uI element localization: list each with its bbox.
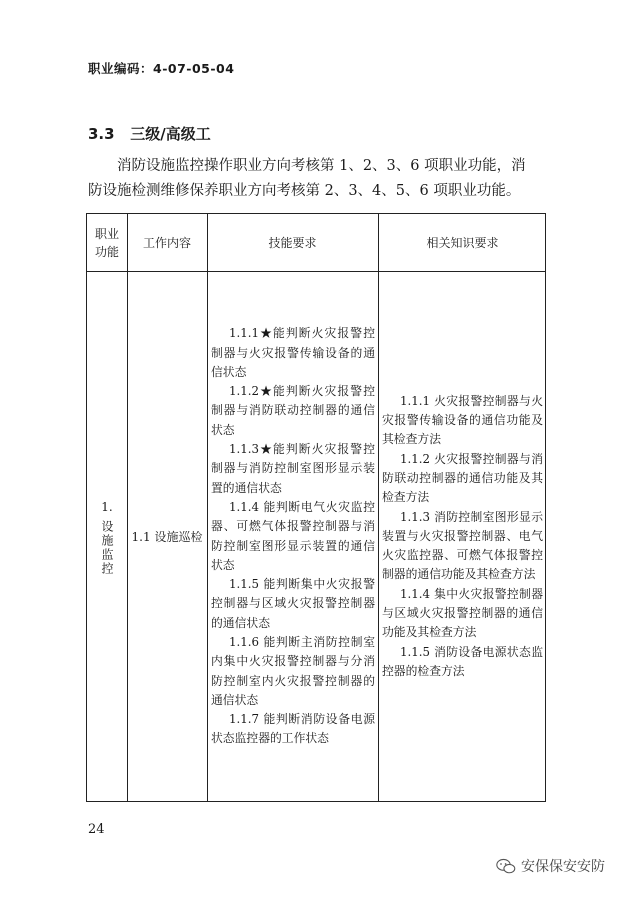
section-title: 三级/高级工 bbox=[130, 125, 211, 143]
function-cell bbox=[87, 272, 127, 801]
knowledge-requirement-item: 1.1.5 消防设备电源状态监控器的检查方法 bbox=[382, 644, 543, 678]
skill-requirement-item: 1.1.7 能判断消防设备电源状态监控器的工作状态 bbox=[211, 712, 375, 746]
knowledge-requirement-item: 1.1.1 火灾报警控制器与火灾报警传输设备的通信功能及其检查方法 bbox=[382, 393, 543, 447]
skills-cell bbox=[211, 272, 375, 801]
section-heading bbox=[88, 123, 211, 144]
wechat-icon bbox=[496, 858, 516, 875]
skill-requirement-item: 1.1.1★能判断火灾报警控制器与火灾报警传输设备的通信状态 bbox=[211, 326, 375, 379]
header-function: 职业 功能 bbox=[94, 227, 119, 259]
header-knowledge-requirements: 相关知识要求 bbox=[426, 236, 499, 250]
section-number: 3.3 bbox=[88, 125, 115, 143]
skill-requirement-item: 1.1.4 能判断电气火灾监控器、可燃气体报警控制器与消防控制室图形显示装置的通信状态 bbox=[211, 499, 375, 572]
header-work-content: 工作内容 bbox=[142, 236, 191, 250]
function-number: 1. bbox=[101, 499, 113, 514]
skills-table bbox=[86, 213, 546, 802]
page-number: 24 bbox=[88, 822, 105, 837]
knowledge-requirement-item: 1.1.2 火灾报警控制器与消防联动控制器的通信功能及其检查方法 bbox=[382, 451, 543, 505]
knowledge-requirement-item: 1.1.3 消防控制室图形显示装置与火灾报警控制器、电气火灾监控器、可燃气体报警控制器的通信功能及其检查方法 bbox=[382, 509, 543, 582]
intro-paragraph bbox=[88, 154, 558, 204]
skill-requirement-item: 1.1.5 能判断集中火灾报警控制器与区域火灾报警控制器的通信状态 bbox=[211, 577, 375, 630]
skill-requirement-item: 1.1.6 能判断主消防控制室内集中火灾报警控制器与分消防控制室内火灾报警控制器的通信状态 bbox=[211, 634, 375, 707]
intro-line-2: 防设施检测维修保养职业方向考核第 2、3、4、5、6 项职业功能。 bbox=[88, 183, 521, 199]
occupation-code: 职业编码：4-07-05-04 bbox=[88, 61, 235, 76]
intro-line-1: 消防设施监控操作职业方向考核第 1、2、3、6 项职业功能，消 bbox=[117, 158, 526, 174]
work-content-text: 1.1 设施巡检 bbox=[131, 529, 203, 544]
knowledge-requirement-item: 1.1.4 集中火灾报警控制器与区域火灾报警控制器的通信功能及其检查方法 bbox=[382, 586, 543, 640]
function-name: 设施监控 bbox=[100, 519, 114, 576]
wechat-watermark bbox=[496, 856, 605, 876]
header-skill-requirements: 技能要求 bbox=[268, 236, 317, 250]
wechat-account-name: 安保保安安防 bbox=[521, 859, 605, 875]
skill-requirement-item: 1.1.3★能判断火灾报警控制器与消防控制室图形显示装置的通信状态 bbox=[211, 442, 375, 495]
knowledge-cell bbox=[382, 272, 543, 801]
work-content-cell bbox=[131, 272, 203, 801]
skill-requirement-item: 1.1.2★能判断火灾报警控制器与消防联动控制器的通信状态 bbox=[211, 384, 375, 437]
